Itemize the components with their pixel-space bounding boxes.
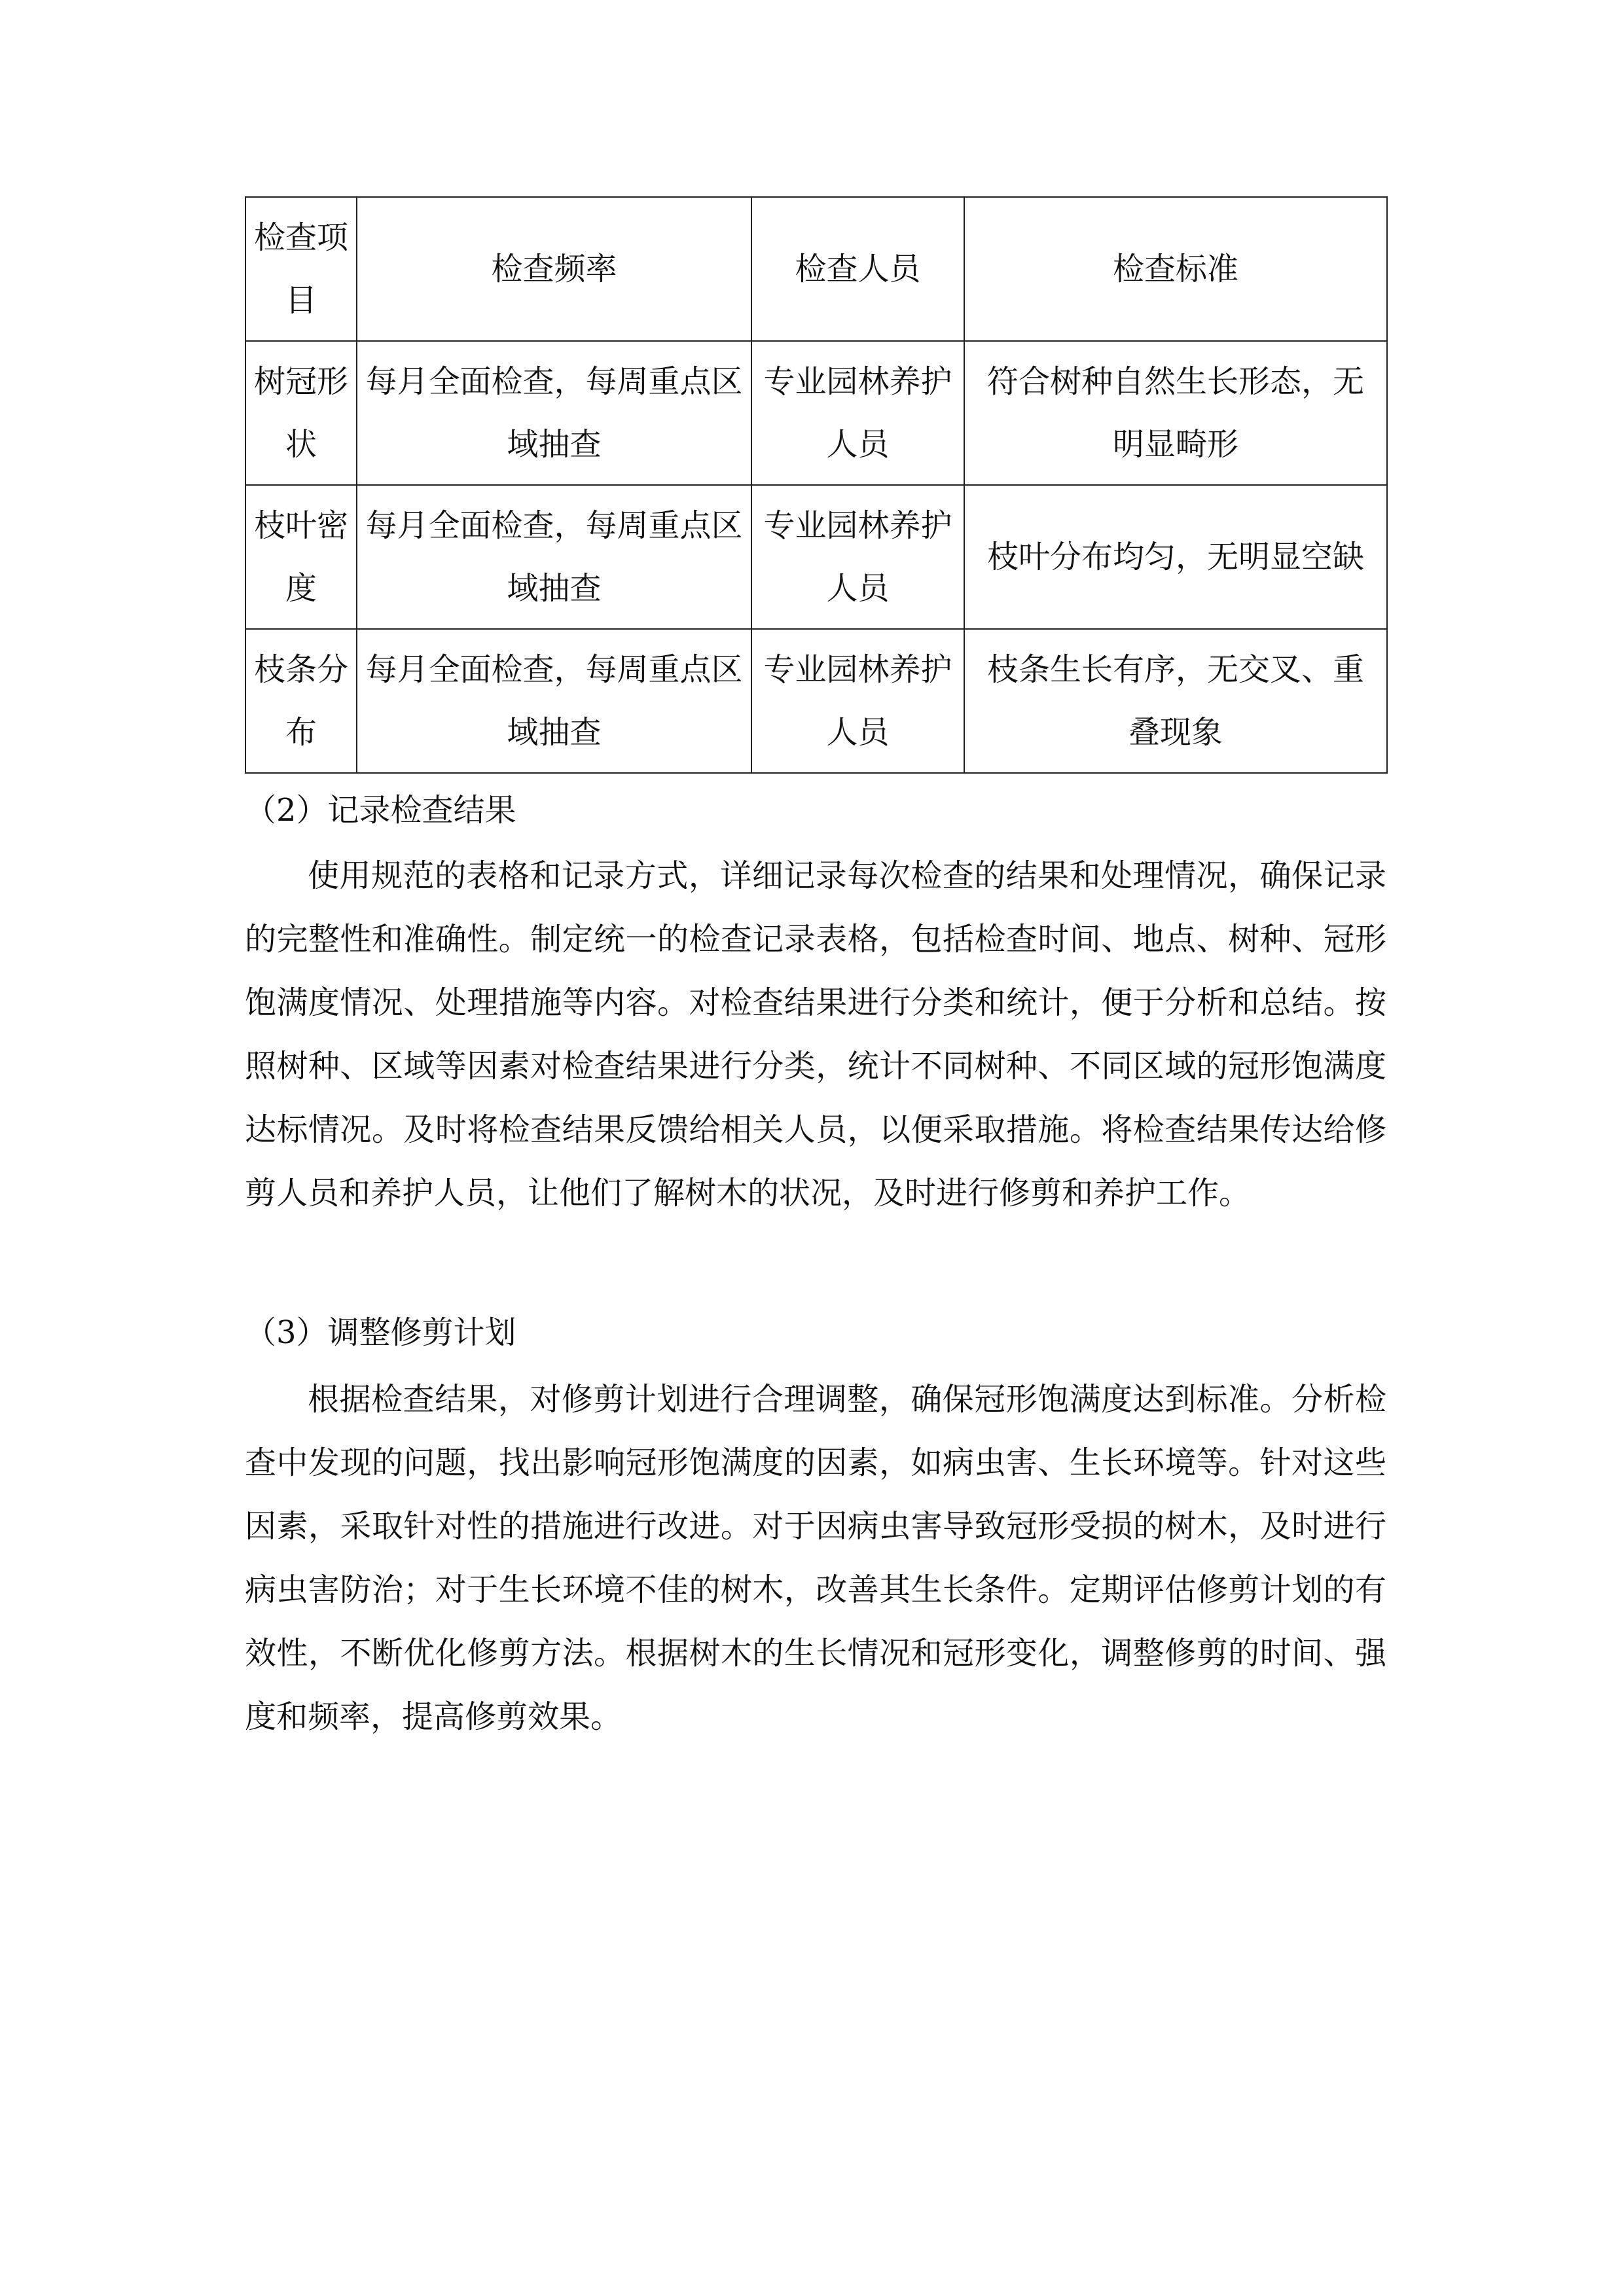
table-cell-inspector: 专业园林养护人员 xyxy=(751,485,964,629)
table-cell-item: 树冠形状 xyxy=(245,341,357,485)
table-cell-frequency: 每月全面检查，每周重点区域抽查 xyxy=(357,341,751,485)
section-paragraph-record-results: 使用规范的表格和记录方式，详细记录每次检查的结果和处理情况，确保记录的完整性和准确性。制定统一的检查记录表格，包括检查时间、地点、树种、冠形饱满度情况、处理措施等内容。对检查结果进行分类和统计，便于分析和总结。按照树种、区域等因素对检查结果进行分类，统计不同树种、不同区域的冠形饱满度达标情况。及时将检查结果反馈给相关人员，以便采取措施。将检查结果传达给修剪人员和养护人员，让他们了解树木的状况，及时进行修剪和养护工作。 xyxy=(245,857,1386,1211)
inspection-table xyxy=(245,196,1388,774)
section-heading-record-results: （2）记录检查结果 xyxy=(245,792,516,829)
table-cell-standard: 枝条生长有序，无交叉、重叠现象 xyxy=(964,629,1387,773)
table-cell-standard: 符合树种自然生长形态，无明显畸形 xyxy=(964,341,1387,485)
table-cell-item: 枝条分布 xyxy=(245,629,357,773)
header-cell-item: 检查项目 xyxy=(245,197,357,341)
table-row xyxy=(245,629,1387,773)
table-header-row xyxy=(245,197,1387,341)
header-cell-frequency: 检查频率 xyxy=(357,197,751,341)
table-cell-inspector: 专业园林养护人员 xyxy=(751,629,964,773)
table-cell-standard: 枝叶分布均匀，无明显空缺 xyxy=(964,485,1387,629)
table-cell-item: 枝叶密度 xyxy=(245,485,357,629)
table-cell-frequency: 每月全面检查，每周重点区域抽查 xyxy=(357,485,751,629)
header-cell-inspector: 检查人员 xyxy=(751,197,964,341)
table-cell-inspector: 专业园林养护人员 xyxy=(751,341,964,485)
table-row xyxy=(245,485,1387,629)
header-cell-standard: 检查标准 xyxy=(964,197,1387,341)
table-cell-frequency: 每月全面检查，每周重点区域抽查 xyxy=(357,629,751,773)
section-paragraph-adjust-plan: 根据检查结果，对修剪计划进行合理调整，确保冠形饱满度达到标准。分析检查中发现的问题，找出影响冠形饱满度的因素，如病虫害、生长环境等。针对这些因素，采取针对性的措施进行改进。对于因病虫害导致冠形受损的树木，及时进行病虫害防治；对于生长环境不佳的树木，改善其生长条件。定期评估修剪计划的有效性，不断优化修剪方法。根据树木的生长情况和冠形变化，调整修剪的时间、强度和频率，提高修剪效果。 xyxy=(245,1381,1386,1735)
table-row xyxy=(245,341,1387,485)
section-heading-adjust-plan: （3）调整修剪计划 xyxy=(245,1314,516,1351)
